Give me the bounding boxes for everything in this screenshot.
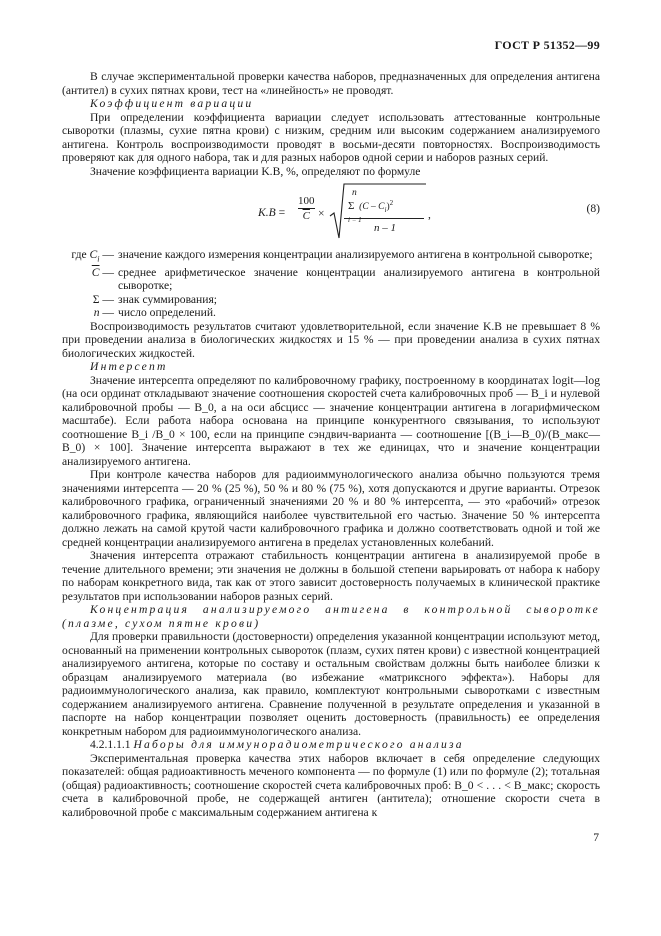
formula-hundred: 100 — [298, 195, 315, 207]
paragraph: Для проверки правильности (достоверности) определения указанной концентрации используют метод, основанный на применении контрольных сывороток (плазм, сухих пятен крови) с известной концентрацией анализируемого антигена, которые по составу и остальным свойствам должны быть наиболее близки к образцам анализируемого материала (во избежание «матриксного эффекта»). Наборы для радиоиммунологического анализа, как правило, комплектуют контрольными сыворотками с известным содержанием анализируемого антигена. Сравнение полученной в результате определения и указанной в паспорте на набор концентрации позволяет оценить достоверность (правильность) ее определения конкретным набором для радиоиммунологического анализа. — [62, 630, 600, 738]
formula-lhs — [258, 206, 285, 220]
subsection-heading — [62, 738, 600, 752]
legend-desc: значение каждого измерения концентрации анализируемого антигена в контрольной сыворотке; — [118, 248, 593, 261]
document-body — [62, 70, 600, 819]
standard-header: ГОСТ Р 51352—99 — [494, 38, 600, 52]
legend-dash: — — [99, 306, 114, 320]
formula-cbar — [298, 208, 315, 223]
paragraph: Значение интерсепта определяют по калибровочному графику, построенному в координатах logit—log (на оси ординат откладывают значение соотношения скоростей счета калибровочных проб — B_i и нулевой калибровочной пробы — B_0, а на оси абсцисс — значение концентрации антигена в логарифмическом масштабе). Если работа набора основана на принципе конкурентного связывания, то используют соотношение B_i /B_0 × 100, если на принципе сэндвич-варианта — соотношение [(B_i—B_0)/(B_макс—B_0) × 100]. Значение интерсепта выражают в тех же единицах, что и значение концентрации анализируемого антигена. — [62, 373, 600, 468]
legend-sym: $\overline{C}$ — [91, 265, 100, 279]
formula-8 — [62, 180, 600, 244]
sum-square: 2 — [389, 199, 394, 207]
legend-lead: где — [71, 248, 87, 261]
sum-expression — [348, 198, 393, 215]
legend-row — [62, 248, 600, 266]
formula-cbar-text: $\overline{C}$ — [302, 210, 310, 222]
legend-row — [62, 293, 600, 307]
legend-sub: i — [97, 254, 100, 264]
section-heading: Интерсепт — [90, 360, 168, 374]
sum-lower: i = 1 — [348, 216, 362, 225]
paragraph: При определении коэффициента вариации следует использовать аттестованные контрольные сыворотки (плазмы, сухие пятна крови) с низким, средним или высоким содержанием анализируемого антигена. Контроль воспроизводимости проводят в восьми-десяти повторностях. Воспроизводимость проверяют как для одного набора, так и для разных наборов одной серии и наборов разных серий. — [62, 110, 600, 164]
legend-desc: число определений. — [118, 306, 216, 320]
legend-desc: среднее арифметическое значение концентрации анализируемого антигена в контрольной сыворотке; — [118, 265, 600, 293]
legend-symbol — [62, 266, 118, 293]
legend-sym: C — [89, 248, 98, 261]
paragraph: Экспериментальная проверка качества этих наборов включает в себя определение следующих показателей: общая радиоактивность меченого компонента — по формуле (1) или по формуле (2); тотальная (общая) радиоактивность; соотношение скоростей счета калибровочных проб: B_0 < . . . < B_макс; скорость счета в калибровочной пробе, не содержащей антиген (антитела); отношение скорости счета в калибровочной пробе с максимальным содержанием антигена к — [62, 751, 600, 819]
sigma-sign: Σ — [348, 200, 355, 213]
formula-number: (8) — [586, 202, 600, 215]
formula-kv: K.B — [258, 206, 276, 219]
sum-upper: n — [352, 188, 357, 198]
sum-close: ) — [386, 202, 390, 213]
sum-sub: i — [384, 206, 387, 215]
formula-denominator: n – 1 — [374, 222, 396, 234]
paragraph: Воспроизводимость результатов считают удовлетворительной, если значение K.B не превышает 8 % при проведении анализа в биологических жидкостях и 15 % — при проведении анализа в сухих пятнах биологических жидкостей. — [62, 319, 600, 360]
legend-symbol — [62, 293, 118, 307]
subsection-title: Наборы для иммунорадиометрического анализа — [133, 738, 464, 752]
sqrt-fraction-bar — [344, 218, 424, 219]
formula-comma: , — [428, 208, 431, 221]
legend-desc: знак суммирования; — [118, 292, 217, 306]
formula-eq: = — [278, 206, 286, 219]
formula-times: × — [318, 207, 325, 220]
section-heading: Коэффициент вариации — [90, 97, 254, 110]
legend-row — [62, 266, 600, 293]
subsection-number: 4.2.1.1.1 — [90, 738, 131, 752]
paragraph: При контроле качества наборов для радиоиммунологического анализа обычно пользуются тремя значениями интерсепта — 20 % (25 %), 50 % и 80 % (75 %), хотя допускаются и другие варианты. Отрезок калибровочного графика, ограниченный значениями 20 % и 80 % интерсепта, — это «рабочий» отрезок калибровочного графика, являющийся наиболее чувствительной его частью. Значение 50 % интерсепта должно лежать на самой крутой части калибровочного графика и должно соответствовать одной и той же средней концентрации анализируемого антигена в пределах установленных колебаний. — [62, 468, 600, 549]
sum-body: (C – C — [359, 202, 385, 213]
paragraph: В случае экспериментальной проверки качества наборов, предназначенных для определения антигена (антител) в сухих пятнах крови, тест на «линейность» не проводят. — [62, 70, 600, 97]
legend-sym: n — [93, 306, 100, 320]
page-number: 7 — [593, 831, 599, 844]
paragraph: Значение коэффициента вариации K.B, %, определяют по формуле — [90, 164, 421, 178]
legend-dash: — — [99, 248, 114, 261]
legend-dash: — — [99, 265, 114, 279]
legend-symbol — [62, 248, 118, 266]
legend-sym: Σ — [92, 292, 100, 306]
legend-row — [62, 306, 600, 320]
legend-dash: — — [99, 292, 114, 306]
legend-symbol — [62, 306, 118, 320]
formula-sum — [348, 188, 393, 225]
section-heading: Концентрация анализируемого антигена в контрольной сыворотке (плазме, сухом пятне крови) — [62, 603, 600, 630]
formula-sqrt — [328, 182, 424, 240]
formula-fraction — [298, 194, 315, 223]
variable-legend — [62, 248, 600, 320]
paragraph: Значения интерсепта отражают стабильность концентрации антигена в анализируемой пробе в течение длительного времени; эти значения не должны в большой степени варьировать от набора к набору по наборам конкретного вида, так как от этого зависит достоверность получаемых в клинической практике результатов при использовании наборов разных серий. — [62, 549, 600, 603]
